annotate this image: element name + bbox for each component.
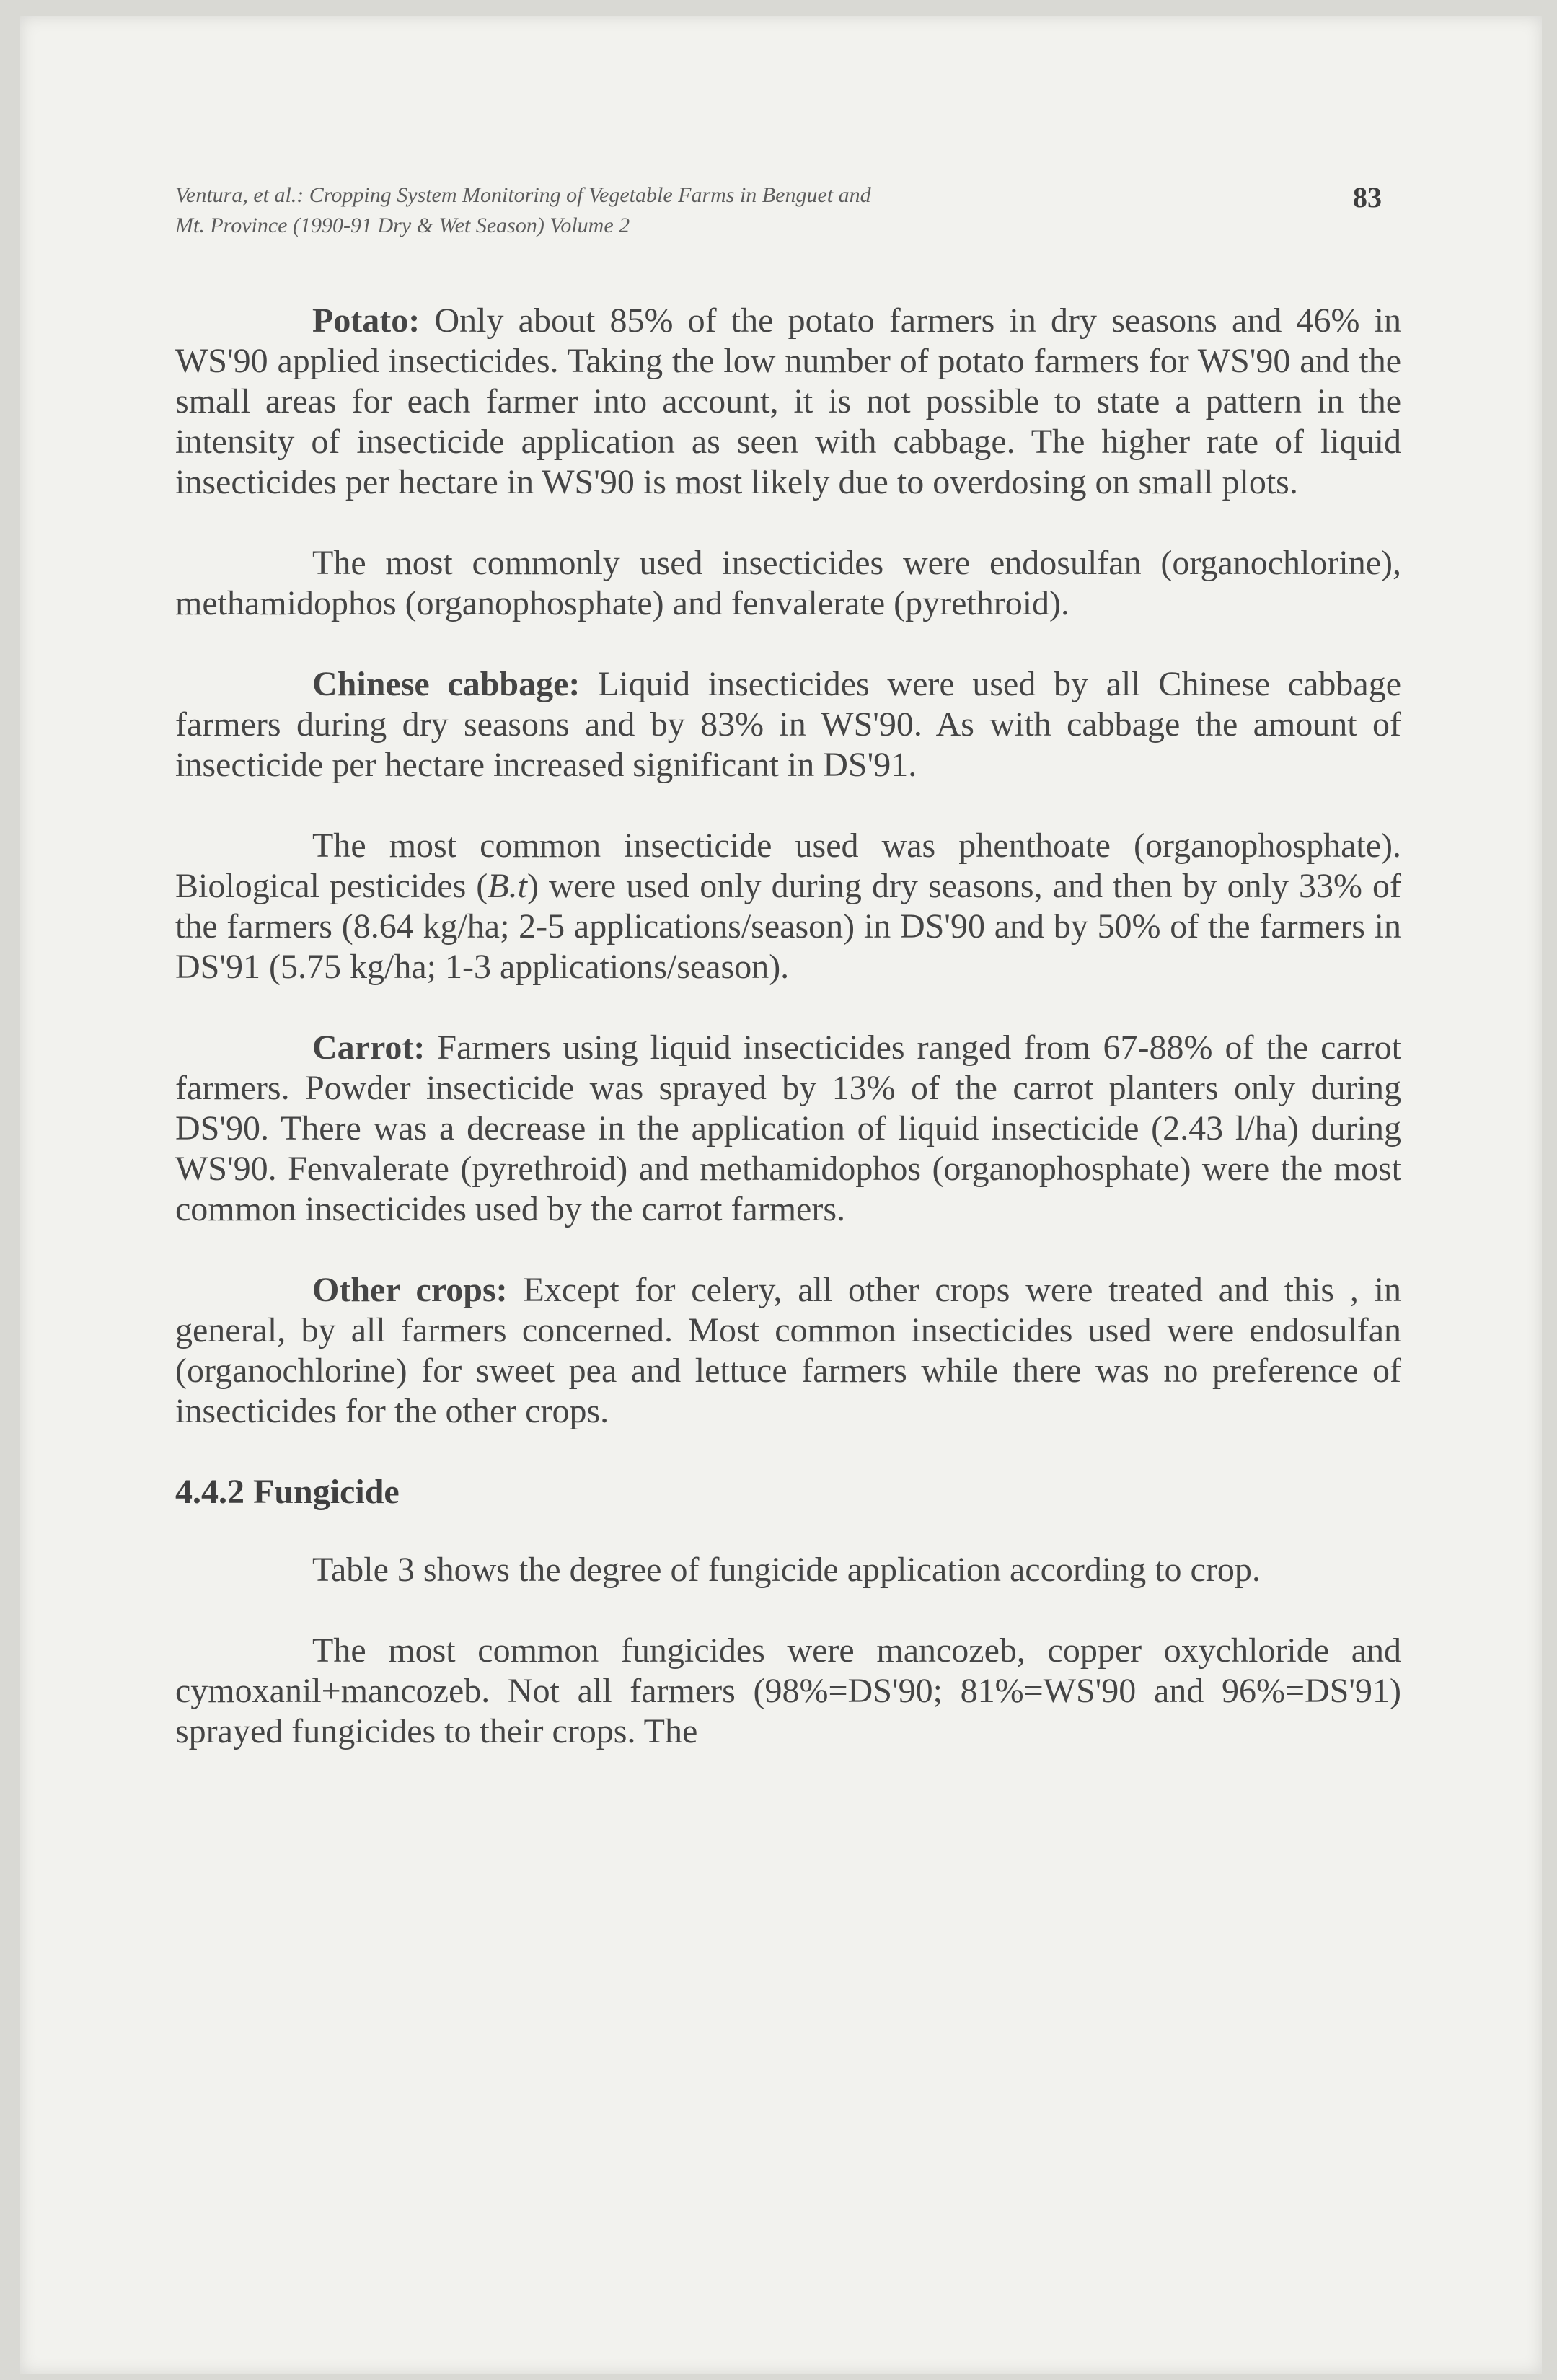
potato-paragraph [175, 301, 1401, 503]
page-number: 83 [1353, 181, 1382, 213]
biological-pesticide-text: ) were used only during dry seasons, and then by only 33% of the farmers (8.64 kg/ha; 2-5 applications/season) in DS'90 and by 50% of the farmers in DS'91 (5.75 kg/ha; 1-3 applications/season). [175, 867, 1402, 986]
chinese-cabbage-paragraph-text: Liquid insecticides were used by all Chinese cabbage farmers during dry seasons and by 83% in WS'90. As with cabbage the amount of insecticide per hectare increased significant in DS'91. [175, 665, 1401, 784]
other-crops-paragraph-text: Except for celery, all other crops were treated and this , in general, by all farmers concerned. Most common insecticides used were endosulfan (organochlorine) for sweet pea and lettuce farmers while there was no preference of insecticides for the other crops. [175, 1271, 1402, 1430]
potato-paragraph-text: Only about 85% of the potato farmers in dry seasons and 46% in WS'90 applied insecticides. Taking the low number of potato farmers for WS'90 and the small areas for each farmer into account, it is not possible to state a pattern in the intensity of insecticide application as seen with cabbage. The higher rate of liquid insecticides per hectare in WS'90 is most likely due to overdosing on small plots. [175, 301, 1401, 501]
fungicide-table-reference-paragraph: Table 3 shows the degree of fungicide application according to crop. [312, 1551, 1261, 1589]
other-crops-paragraph [175, 1270, 1401, 1432]
carrot-paragraph [175, 1028, 1401, 1230]
chinese-cabbage-paragraph [175, 664, 1401, 785]
potato-insecticides-paragraph: The most commonly used insecticides were endosulfan (organochlorine), methamidophos (organophosphate) and fenvalerate (pyrethroid). [175, 544, 1401, 622]
biological-pesticide-name: B.t [488, 867, 527, 905]
chinese-cabbage-lead-label: Chinese cabbage: [312, 665, 581, 703]
fungicide-section-heading: 4.4.2 Fungicide [175, 1473, 400, 1511]
potato-lead-label: Potato: [312, 301, 420, 340]
carrot-paragraph-text: Farmers using liquid insecticides ranged from 67-88% of the carrot farmers. Powder insecticide was sprayed by 13% of the carrot planters only during DS'90. There was a decrease in the application of liquid insecticide (2.43 l/ha) during WS'90. Fenvalerate (pyrethroid) and methamidophos (organophosphate) were the most common insecticides used by the carrot farmers. [175, 1028, 1401, 1228]
running-title-line-1: Ventura, et al.: Cropping System Monitoring of Vegetable Farms in Benguet and [175, 183, 871, 207]
document-page [20, 16, 1542, 2374]
common-fungicides-paragraph: The most common fungicides were mancozeb, copper oxychloride and cymoxanil+mancozeb. Not all farmers (98%=DS'90; 81%=WS'90 and 96%=DS'91) sprayed fungicides to their crops. The [175, 1631, 1401, 1750]
chinese-cabbage-insecticides-paragraph [175, 826, 1401, 987]
carrot-lead-label: Carrot: [312, 1028, 425, 1067]
document-body [175, 301, 1401, 1792]
other-crops-lead-label: Other crops: [312, 1271, 508, 1309]
running-title-line-2: Mt. Province (1990-91 Dry & Wet Season) Volume 2 [175, 213, 630, 237]
phenthoate-text: The most common insecticide used was phenthoate (organophosphate). Biological pesticides ( [175, 827, 1401, 905]
running-header [175, 180, 1344, 241]
